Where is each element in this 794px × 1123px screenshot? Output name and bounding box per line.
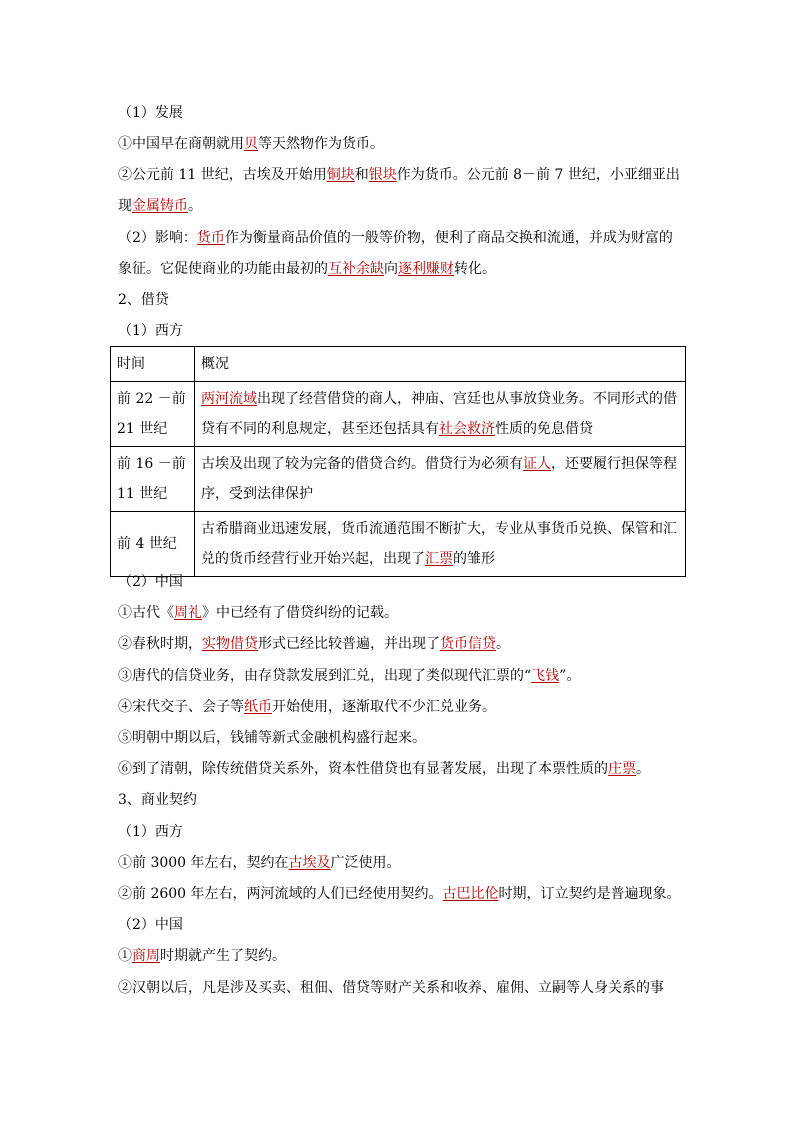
text: ④宋代交子、会子等 (118, 699, 244, 715)
text: 向 (384, 261, 398, 277)
text: ①中国早在商朝就用 (118, 136, 244, 152)
heading-contract-china: （2）中国 (118, 917, 183, 933)
text: ②前 2600 年左右，两河流域的人们已经使用契约。 (118, 886, 443, 902)
text: 。 (636, 761, 650, 777)
paragraph-babylon (118, 884, 681, 904)
text: 等天然物作为货币。 (258, 136, 384, 152)
text: 古埃及出现了较为完备的借贷合约。借贷行为必须有 (201, 456, 523, 472)
overview-cell (195, 512, 686, 577)
keyword-copper-block: 铜块 (326, 167, 355, 183)
text: 古希腊商业迅速发展，货币流通范围不断扩大，专业从事货币兑换、保管和汇 (201, 521, 677, 537)
heading-development: （1）发展 (118, 105, 183, 121)
keyword-shell: 贝 (244, 136, 258, 152)
heading-lending-west: （1）西方 (118, 323, 183, 339)
paragraph-song (118, 697, 496, 717)
overview-cell (195, 447, 686, 512)
cell-line (201, 449, 679, 479)
keyword-money-credit: 货币信贷 (440, 636, 496, 652)
keyword-currency: 货币 (196, 230, 225, 246)
text: ，还要履行担保等程 (551, 456, 677, 472)
heading-contract-west: （1）西方 (118, 824, 183, 840)
table-row (111, 447, 686, 512)
paragraph-qing (118, 759, 650, 779)
text: 。 (188, 198, 202, 214)
text: 兑的货币经营行业开始兴起，出现了 (201, 551, 425, 567)
keyword-egypt: 古埃及 (288, 855, 331, 871)
cell-line (201, 544, 679, 574)
table-row (111, 512, 686, 577)
heading-contract: 3、商业契约 (118, 792, 197, 808)
keyword-paper-money: 纸币 (244, 699, 272, 715)
keyword-metal-coin: 金属铸币 (132, 198, 188, 214)
text: ③唐代的信贷业务，由存贷款发展到汇兑，出现了类似现代汇票的“ (118, 668, 532, 684)
text: 的雏形 (453, 551, 495, 567)
text: 作为货币。公元前 8－前 7 世纪，小亚细亚出 (396, 167, 680, 183)
keyword-complement: 互补余缺 (328, 261, 384, 277)
table-header-row (111, 347, 686, 382)
text: ①前 3000 年左右，契约在 (118, 855, 289, 871)
text: 出现了经营借贷的商人，神庙、宫廷也从事放贷业务。不同形式的借 (257, 391, 677, 407)
text: 形式已经比较普遍，并出现了 (258, 636, 440, 652)
text: 和 (354, 167, 369, 183)
text: 前 4 世纪 (117, 536, 177, 552)
text: 性质的免息借贷 (495, 421, 593, 437)
paragraph-ming (118, 728, 426, 748)
cell-line (201, 414, 679, 444)
time-cell (111, 382, 195, 447)
keyword-witness: 证人 (523, 456, 551, 472)
text: ① (118, 948, 132, 964)
keyword-bill: 汇票 (425, 551, 453, 567)
paragraph-tang (118, 666, 580, 686)
text: 广泛使用。 (330, 855, 401, 871)
heading-lending-china: （2）中国 (118, 574, 183, 590)
text: 现 (118, 198, 132, 214)
text: 》中已经有了借贷纠纷的记载。 (202, 605, 398, 621)
keyword-babylon: 古巴比伦 (442, 886, 499, 902)
text: 转化。 (454, 261, 496, 277)
keyword-mesopotamia: 两河流域 (201, 391, 257, 407)
paragraph-egypt-contract (118, 853, 401, 873)
text: ②公元前 11 世纪，古埃及开始用 (118, 167, 327, 183)
keyword-silver-block: 银块 (368, 167, 397, 183)
text: 象征。它促使商业的功能由最初的 (118, 261, 328, 277)
text: ⑥到了清朝，除传统借贷关系外，资本性借贷也有显著发展，出现了本票性质的 (118, 761, 608, 777)
text: 序，受到法律保护 (201, 486, 313, 502)
paragraph-spring-autumn (118, 634, 510, 654)
table-row (111, 382, 686, 447)
text: 。 (496, 636, 510, 652)
paragraph-impact-b (118, 259, 496, 279)
text: ①古代《 (118, 605, 174, 621)
text: 21 世纪 (117, 421, 168, 437)
paragraph-zhouli (118, 603, 398, 623)
text: ②春秋时期， (118, 636, 202, 652)
lending-table (110, 346, 686, 577)
text: 时期就产生了契约。 (160, 948, 286, 964)
paragraph-shangzhou (118, 946, 286, 966)
text: 作为衡量商品价值的一般等价物，便利了商品交换和流通，并成为财富的 (224, 230, 673, 246)
paragraph-china-shell-money (118, 134, 384, 154)
text: 时期，订立契约是普遍现象。 (498, 886, 681, 902)
keyword-zhuangpiao: 庄票 (608, 761, 636, 777)
text: ”。 (559, 668, 581, 684)
heading-lending: 2、借贷 (118, 292, 169, 308)
time-cell (111, 447, 195, 512)
header-time: 时间 (111, 347, 195, 382)
overview-cell (195, 382, 686, 447)
text: 11 世纪 (117, 486, 168, 502)
paragraph-egypt-metal (118, 165, 680, 185)
text: 前 22 －前 (117, 391, 186, 407)
paragraph-han (118, 978, 664, 998)
cell-line (201, 384, 679, 414)
paragraph-metal-coin (118, 196, 202, 216)
cell-line (201, 514, 679, 544)
keyword-zhouli: 周礼 (174, 605, 202, 621)
keyword-profit: 逐利赚财 (398, 261, 454, 277)
text: 贷有不同的利息规定，甚至还包括具有 (201, 421, 439, 437)
text: 前 16 －前 (117, 456, 186, 472)
keyword-social-relief: 社会救济 (439, 421, 495, 437)
keyword-goods-lending: 实物借贷 (202, 636, 258, 652)
paragraph-impact-a (118, 228, 673, 248)
keyword-feiqian: 飞钱 (531, 668, 560, 684)
time-cell (111, 512, 195, 577)
header-overview: 概况 (195, 347, 686, 382)
text: （2）影响： (118, 230, 197, 246)
text: ②汉朝以后，凡是涉及买卖、租佃、借贷等财产关系和收养、雇佣、立嗣等人身关系的事 (118, 980, 664, 996)
cell-line (201, 479, 679, 509)
text: ⑤明朝中期以后，钱铺等新式金融机构盛行起来。 (118, 730, 426, 746)
keyword-shangzhou: 商周 (132, 948, 160, 964)
text: 开始使用，逐渐取代不少汇兑业务。 (272, 699, 496, 715)
